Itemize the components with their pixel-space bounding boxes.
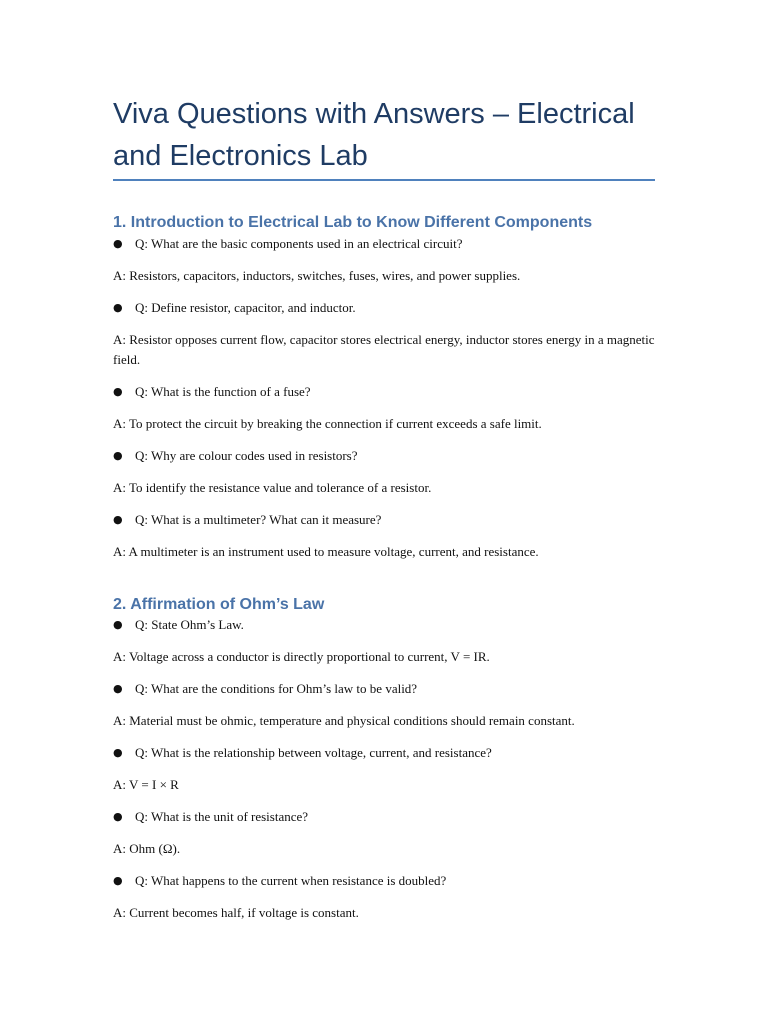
question-item	[113, 382, 311, 402]
question-text: Q: State Ohm’s Law.	[135, 617, 244, 632]
answer-text: A: Resistors, capacitors, inductors, switches, fuses, wires, and power supplies.	[113, 268, 521, 283]
question-item	[113, 807, 308, 827]
bullet-icon: ●	[113, 682, 123, 695]
title-underline	[113, 179, 655, 181]
question-text: Q: What is the relationship between voltage, current, and resistance?	[135, 745, 492, 760]
section-heading-components: 1. Introduction to Electrical Lab to Know Different Components	[113, 214, 593, 231]
question-item	[113, 510, 381, 530]
answer-text: A: Voltage across a conductor is directly proportional to current, V = IR.	[113, 649, 490, 664]
bullet-icon: ●	[113, 237, 123, 250]
answer-text: A: Ohm (Ω).	[113, 841, 181, 856]
section-heading-ohms-law: 2. Affirmation of Ohm’s Law	[113, 596, 325, 613]
question-item	[113, 615, 244, 635]
bullet-icon: ●	[113, 513, 123, 526]
question-item	[113, 743, 492, 763]
answer-text: A: A multimeter is an instrument used to measure voltage, current, and resistance.	[113, 544, 539, 559]
bullet-icon: ●	[113, 618, 123, 631]
document-title: Viva Questions with Answers – Electrical and Electronics Lab	[113, 98, 635, 172]
bullet-icon: ●	[113, 810, 123, 823]
bullet-icon: ●	[113, 449, 123, 462]
question-text: Q: What are the basic components used in an electrical circuit?	[135, 236, 463, 251]
question-item	[113, 446, 358, 466]
question-text: Q: What is a multimeter? What can it measure?	[135, 512, 382, 527]
answer-text: A: To protect the circuit by breaking the connection if current exceeds a safe limit.	[113, 416, 542, 431]
question-text: Q: What is the function of a fuse?	[135, 384, 311, 399]
answer-text: A: Material must be ohmic, temperature and physical conditions should remain constant.	[113, 713, 575, 728]
question-text: Q: Define resistor, capacitor, and inductor.	[135, 300, 356, 315]
question-item	[113, 298, 356, 318]
answer-text: A: V = I × R	[113, 777, 179, 792]
bullet-icon: ●	[113, 385, 123, 398]
question-text: Q: What is the unit of resistance?	[135, 809, 309, 824]
bullet-icon: ●	[113, 301, 123, 314]
question-item	[113, 234, 463, 254]
question-item	[113, 871, 446, 891]
question-text: Q: What happens to the current when resistance is doubled?	[135, 873, 447, 888]
question-text: Q: Why are colour codes used in resistors?	[135, 448, 358, 463]
answer-text: A: Resistor opposes current flow, capacitor stores electrical energy, inductor stores energy in a magnetic field.	[113, 332, 655, 367]
answer-text: A: Current becomes half, if voltage is constant.	[113, 905, 359, 920]
question-text: Q: What are the conditions for Ohm’s law to be valid?	[135, 681, 418, 696]
bullet-icon: ●	[113, 746, 123, 759]
answer-text: A: To identify the resistance value and tolerance of a resistor.	[113, 480, 432, 495]
bullet-icon: ●	[113, 874, 123, 887]
question-item	[113, 679, 417, 699]
